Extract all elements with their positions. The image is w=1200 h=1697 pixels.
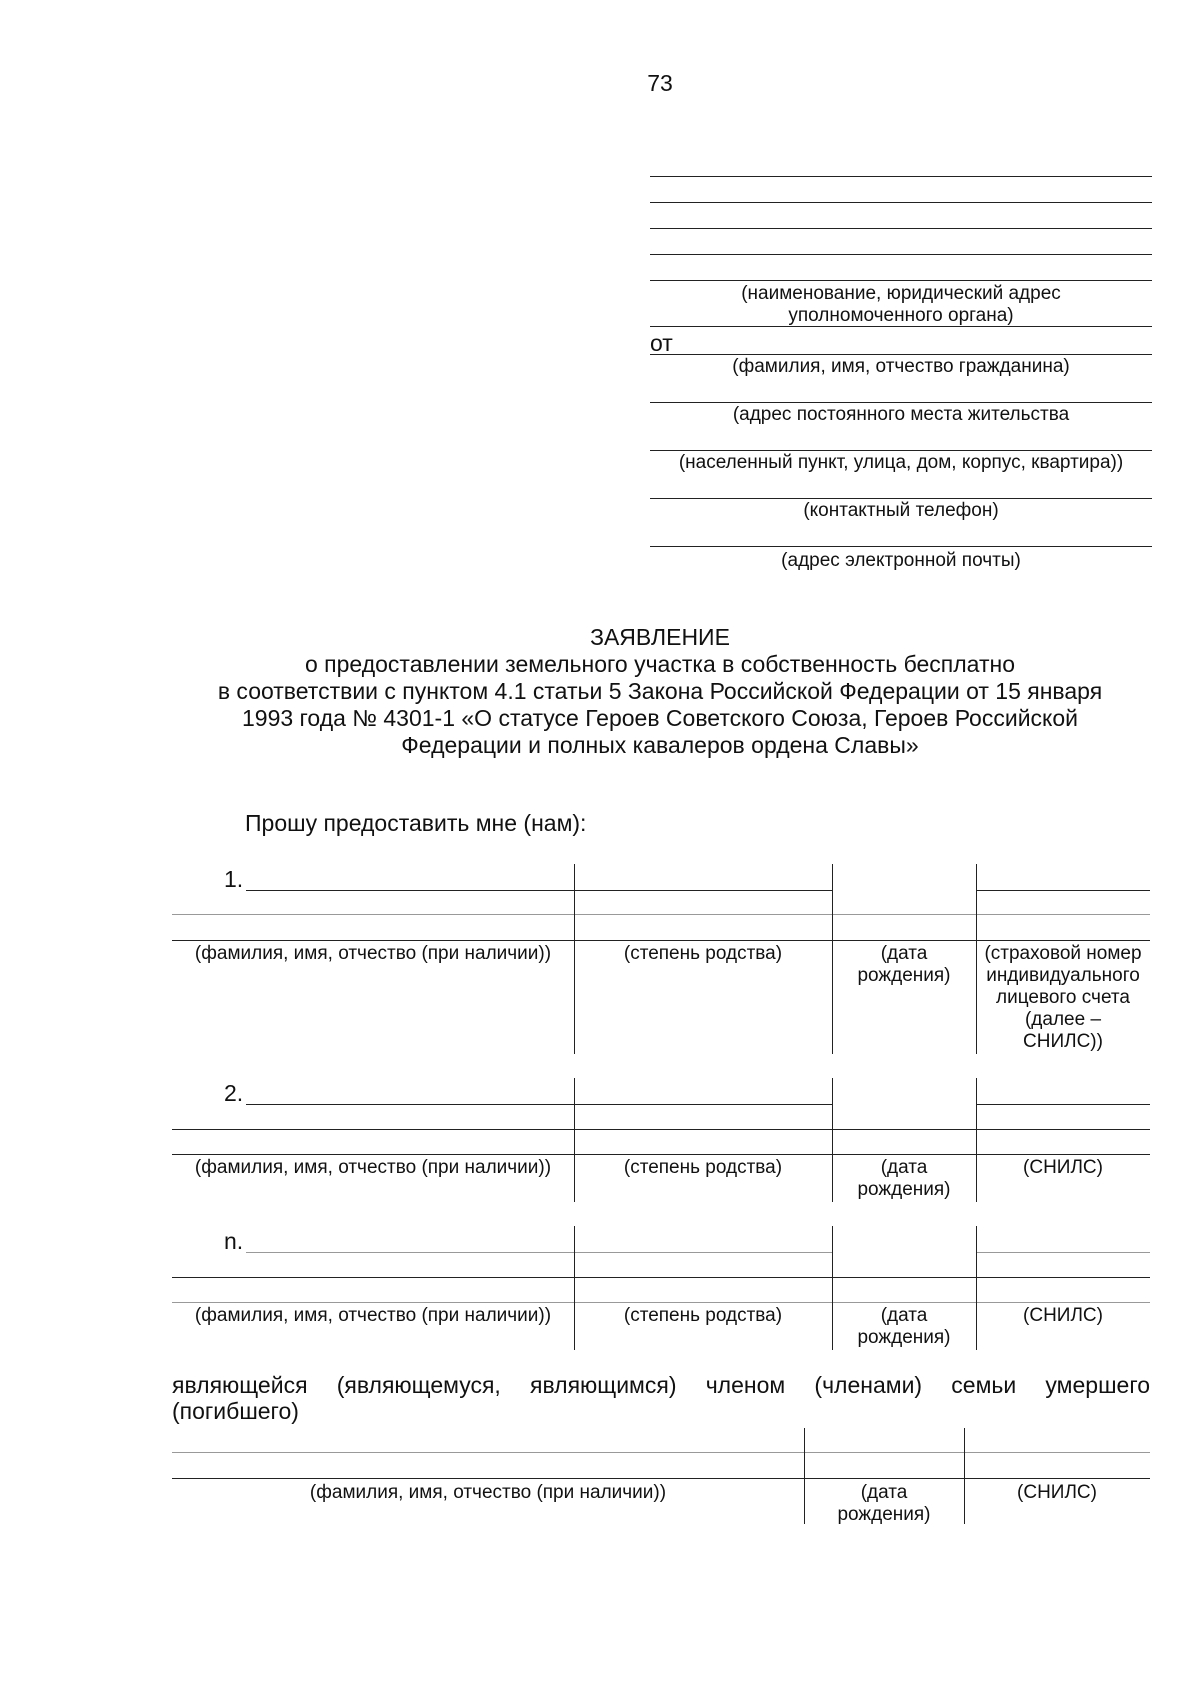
title-line-4: Федерации и полных кавалеров ордена Славы»	[401, 732, 919, 758]
row-1-caption-birth-2: рождения)	[857, 965, 951, 986]
row-n-caption-snils: (СНИЛС)	[1023, 1305, 1103, 1326]
row-number: n.	[224, 1228, 244, 1254]
row-n-line-2[interactable]	[172, 1277, 1150, 1278]
row-number: 1.	[224, 866, 244, 892]
row-1-line-3[interactable]	[172, 940, 1150, 941]
deceased-caption-birth-2: рождения)	[837, 1504, 931, 1525]
organ-line-1[interactable]	[650, 176, 1152, 177]
deceased-caption-name: (фамилия, имя, отчество (при наличии))	[309, 1482, 667, 1503]
family-text-2: (погибшего)	[172, 1398, 299, 1424]
row-2-snils-line-1[interactable]	[976, 1104, 1150, 1105]
row-n-caption-relation: (степень родства)	[623, 1305, 783, 1326]
caption-email: (адрес электронной почты)	[781, 550, 1021, 571]
row-2-caption-name: (фамилия, имя, отчество (при наличии))	[194, 1157, 552, 1178]
row-number: 2.	[224, 1080, 244, 1106]
family-text-1: являющейся (являющемуся, являющимся) членом (членами) семьи умершего	[172, 1372, 1150, 1398]
caption-name: (фамилия, имя, отчество гражданина)	[732, 356, 1070, 377]
row-1-caption-snils-4: (далее –	[1024, 1009, 1102, 1030]
row-1-snils-line-1[interactable]	[976, 890, 1150, 891]
row-2-divider-1	[574, 1078, 575, 1202]
page-number: 73	[647, 70, 673, 96]
caption-organ-1: (наименование, юридический адрес	[741, 283, 1061, 304]
row-1-name-line-1[interactable]	[246, 890, 574, 891]
row-n-divider-1	[574, 1226, 575, 1350]
title-line-2: в соответствии с пунктом 4.1 статьи 5 Закона Российской Федерации от 15 января	[217, 678, 1103, 704]
row-2-line-2[interactable]	[172, 1129, 1150, 1130]
deceased-line-1[interactable]	[172, 1452, 1150, 1453]
row-n-name-line-1[interactable]	[246, 1252, 574, 1253]
row-n-relation-line-1[interactable]	[574, 1252, 832, 1253]
row-1-caption-relation: (степень родства)	[623, 943, 783, 964]
phone-line[interactable]	[650, 498, 1152, 499]
deceased-caption-birth-1: (дата	[860, 1482, 908, 1503]
title-line-3: 1993 года № 4301-1 «О статусе Героев Советского Союза, Героев Российской	[241, 705, 1079, 731]
row-1-line-2[interactable]	[172, 914, 1150, 915]
row-n-divider-3	[976, 1226, 977, 1350]
row-2-relation-line-1[interactable]	[574, 1104, 832, 1105]
caption-address-1: (адрес постоянного места жительства	[732, 404, 1070, 425]
row-n-caption-birth-2: рождения)	[857, 1327, 951, 1348]
request-text: Прошу предоставить мне (нам):	[245, 810, 587, 836]
row-1-caption-birth-1: (дата	[880, 943, 928, 964]
row-1-caption-name: (фамилия, имя, отчество (при наличии))	[194, 943, 552, 964]
deceased-caption-snils: (СНИЛС)	[1017, 1482, 1097, 1503]
row-2-caption-birth-1: (дата	[880, 1157, 928, 1178]
organ-line-6[interactable]	[650, 326, 1152, 327]
row-2-divider-3	[976, 1078, 977, 1202]
caption-phone: (контактный телефон)	[803, 500, 999, 521]
title-line-1: о предоставлении земельного участка в собственность бесплатно	[305, 651, 1015, 677]
row-1-caption-snils-5: СНИЛС))	[1023, 1031, 1103, 1052]
address-line-2[interactable]	[650, 450, 1152, 451]
row-1-caption-snils-2: индивидуального	[986, 965, 1140, 986]
row-1-relation-line-1[interactable]	[574, 890, 832, 891]
deceased-divider-2	[964, 1428, 965, 1524]
row-2-name-line-1[interactable]	[246, 1104, 574, 1105]
row-n-snils-line-1[interactable]	[976, 1252, 1150, 1253]
organ-line-2[interactable]	[650, 202, 1152, 203]
row-2-caption-relation: (степень родства)	[623, 1157, 783, 1178]
row-n-caption-name: (фамилия, имя, отчество (при наличии))	[194, 1305, 552, 1326]
row-1-caption-snils-3: лицевого счета	[996, 987, 1130, 1008]
caption-organ-2: уполномоченного органа)	[788, 305, 1014, 326]
email-line[interactable]	[650, 546, 1152, 547]
from-label: от	[650, 330, 673, 356]
from-name-line[interactable]	[650, 354, 1152, 355]
row-2-caption-snils: (СНИЛС)	[1023, 1157, 1103, 1178]
row-2-caption-birth-2: рождения)	[857, 1179, 951, 1200]
address-line-1[interactable]	[650, 402, 1152, 403]
row-n-line-3[interactable]	[172, 1302, 1150, 1303]
organ-line-3[interactable]	[650, 228, 1152, 229]
caption-address-2: (населенный пункт, улица, дом, корпус, квартира))	[678, 452, 1124, 473]
organ-line-5[interactable]	[650, 280, 1152, 281]
deceased-line-2[interactable]	[172, 1478, 1150, 1479]
organ-line-4[interactable]	[650, 254, 1152, 255]
row-1-caption-snils-1: (страховой номер	[984, 943, 1142, 964]
title-heading: ЗАЯВЛЕНИЕ	[590, 624, 730, 650]
row-n-caption-birth-1: (дата	[880, 1305, 928, 1326]
row-2-line-3[interactable]	[172, 1154, 1150, 1155]
